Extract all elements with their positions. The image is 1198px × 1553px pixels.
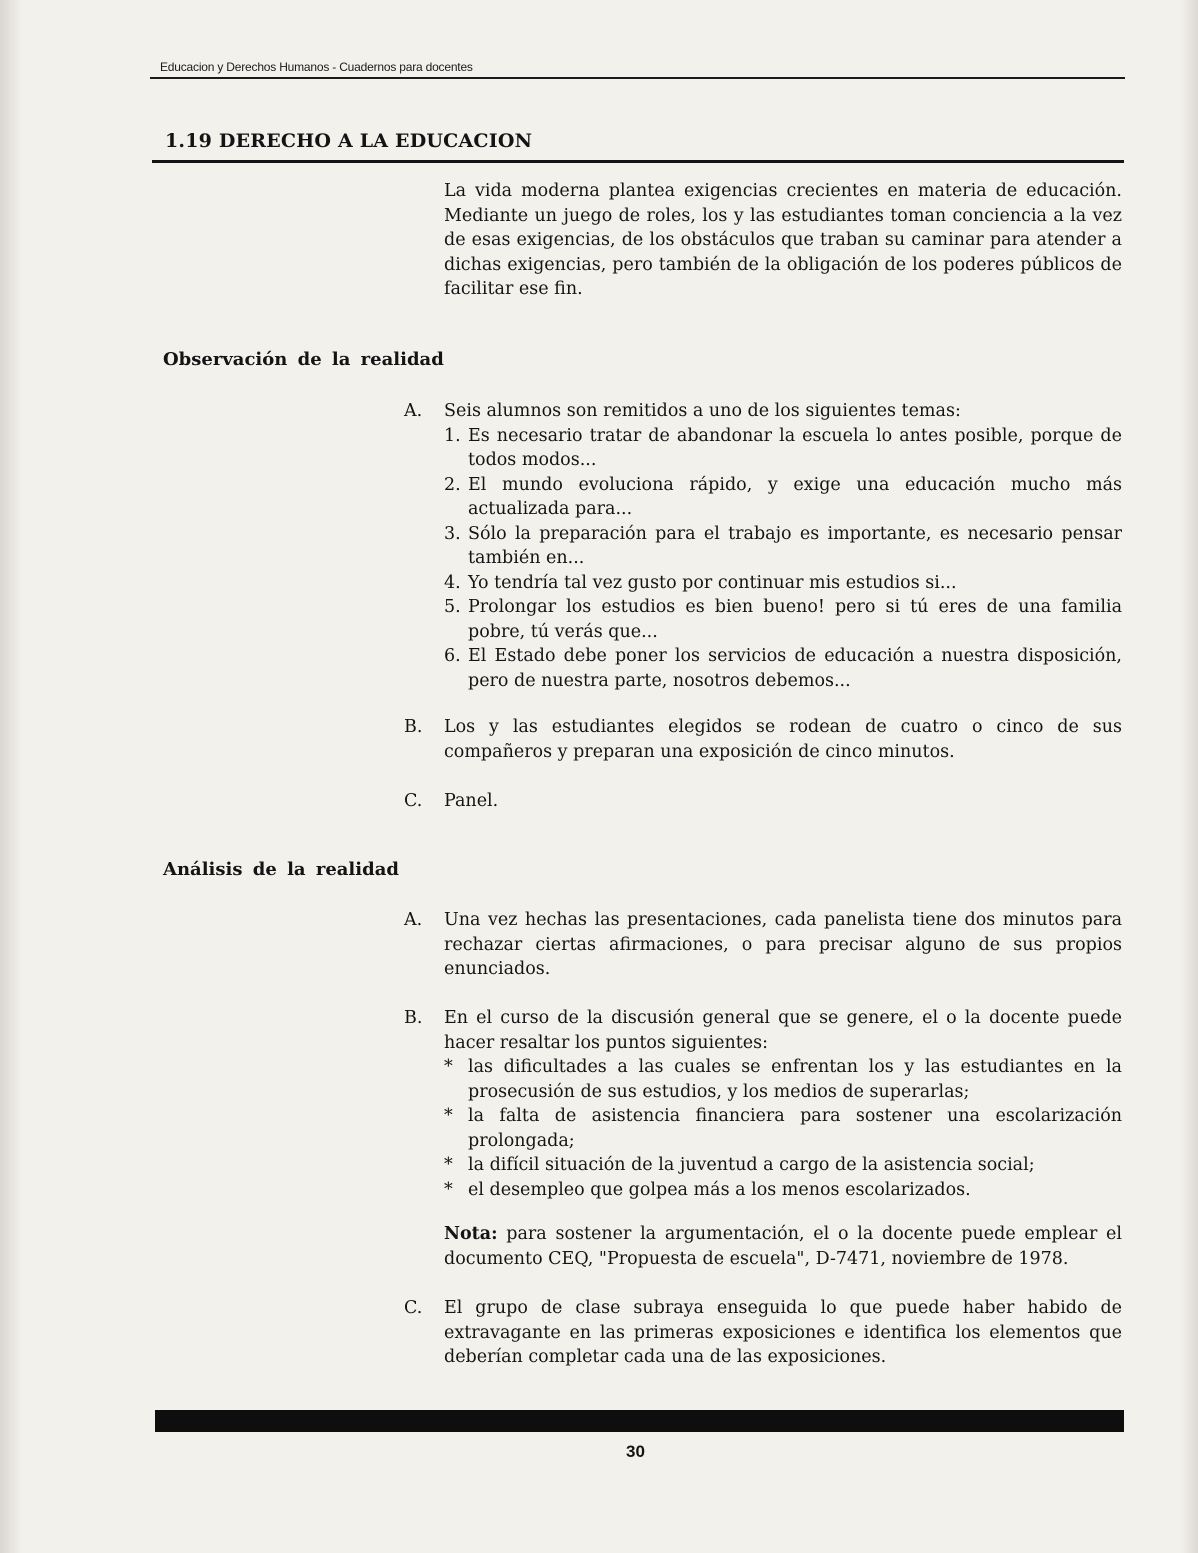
note-block [444, 1222, 1122, 1271]
item-text: Panel. [444, 791, 499, 811]
analisis-item-a [404, 908, 1122, 982]
list-item [444, 522, 1122, 571]
note-text: para sostener la argumentación, el o la docente puede emplear el documento CEQ, "Propuesta de escuela", D-7471, noviembre de 1978. [444, 1224, 1122, 1269]
list-item [444, 1055, 1122, 1104]
item-marker: B. [404, 1008, 423, 1028]
item-text: El grupo de clase subraya enseguida lo que puede haber habido de extravagante en las primeras exposiciones e identifica los elementos que deberían completar cada una de las exposiciones. [444, 1298, 1122, 1367]
topic-list [444, 424, 1122, 694]
heading-analisis: Análisis de la realidad [163, 859, 399, 880]
point-text: la falta de asistencia financiera para sostener una escolarización prolongada; [468, 1106, 1122, 1151]
point-text: el desempleo que golpea más a los menos escolarizados. [468, 1179, 971, 1200]
topic-number: 4. [444, 572, 461, 593]
page-edge-shadow-right [1180, 0, 1198, 1553]
item-marker: B. [404, 717, 423, 737]
list-item [444, 1153, 1122, 1178]
analisis-item-b [404, 1006, 1122, 1202]
topic-number: 6. [444, 646, 461, 666]
topic-text: Sólo la preparación para el trabajo es importante, es necesario pensar también en... [468, 523, 1122, 568]
item-text: Seis alumnos son remitidos a uno de los siguientes temas: [444, 401, 961, 421]
footer-bar [155, 1410, 1124, 1432]
asterisk-bullet: * [444, 1057, 453, 1077]
asterisk-bullet: * [444, 1155, 453, 1175]
topic-number: 5. [444, 597, 461, 617]
asterisk-bullet: * [444, 1179, 453, 1200]
item-marker: C. [404, 791, 423, 811]
note-label: Nota: [444, 1224, 498, 1244]
page-number: 30 [626, 1442, 645, 1461]
topic-number: 2. [444, 474, 461, 495]
topic-number: 1. [444, 425, 461, 446]
point-text: la difícil situación de la juventud a cargo de la asistencia social; [468, 1155, 1035, 1175]
point-text: las dificultades a las cuales se enfrentan los y las estudiantes en la prosecusión de sus estudios, y los medios de superarlas; [468, 1057, 1122, 1102]
list-item [444, 595, 1122, 644]
topic-number: 3. [444, 523, 461, 544]
analisis-item-c [404, 1296, 1122, 1370]
list-item [444, 1178, 1122, 1203]
page-edge-shadow-left [0, 0, 22, 1553]
item-marker: A. [404, 910, 423, 930]
title-rule [152, 160, 1124, 163]
topic-text: Prolongar los estudios es bien bueno! pero si tú eres de una familia pobre, tú verás que... [468, 597, 1122, 642]
header-rule [150, 77, 1125, 79]
item-text: En el curso de la discusión general que se genere, el o la docente puede hacer resaltar los puntos siguientes: [444, 1008, 1122, 1053]
list-item [444, 473, 1122, 522]
item-text: Los y las estudiantes elegidos se rodean de cuatro o cinco de sus compañeros y preparan una exposición de cinco minutos. [444, 717, 1122, 762]
item-text: Una vez hechas las presentaciones, cada panelista tiene dos minutos para rechazar ciertas afirmaciones, o para precisar alguno de sus propios enunciados. [444, 910, 1122, 979]
points-list [444, 1055, 1122, 1202]
item-marker: C. [404, 1298, 423, 1318]
list-item [444, 1104, 1122, 1153]
list-item [444, 424, 1122, 473]
note-paragraph [444, 1222, 1122, 1271]
topic-text: El Estado debe poner los servicios de educación a nuestra disposición, pero de nuestra parte, nosotros debemos... [468, 646, 1122, 691]
topic-text: El mundo evoluciona rápido, y exige una educación mucho más actualizada para... [468, 474, 1122, 519]
running-header: Educacion y Derechos Humanos - Cuadernos para docentes [160, 60, 473, 74]
heading-observacion: Observación de la realidad [163, 349, 444, 370]
list-item [444, 571, 1122, 596]
topic-text: Es necesario tratar de abandonar la escuela lo antes posible, porque de todos modos... [468, 425, 1122, 470]
topic-text: Yo tendría tal vez gusto por continuar mis estudios si... [468, 572, 957, 593]
section-title: 1.19 DERECHO A LA EDUCACION [165, 130, 533, 152]
item-marker: A. [404, 401, 423, 421]
list-item [444, 644, 1122, 693]
observacion-item-a [404, 399, 1122, 693]
asterisk-bullet: * [444, 1106, 453, 1126]
observacion-item-b [404, 715, 1122, 764]
intro-paragraph: La vida moderna plantea exigencias crecientes en materia de educación. Mediante un juego de roles, los y las estudiantes toman conciencia a la vez de esas exigencias, de los obstáculos que traban su caminar para atender a dichas exigencias, pero también de la obligación de los poderes públicos de facilitar ese fin. [444, 181, 1122, 299]
observacion-item-c [404, 789, 1122, 814]
